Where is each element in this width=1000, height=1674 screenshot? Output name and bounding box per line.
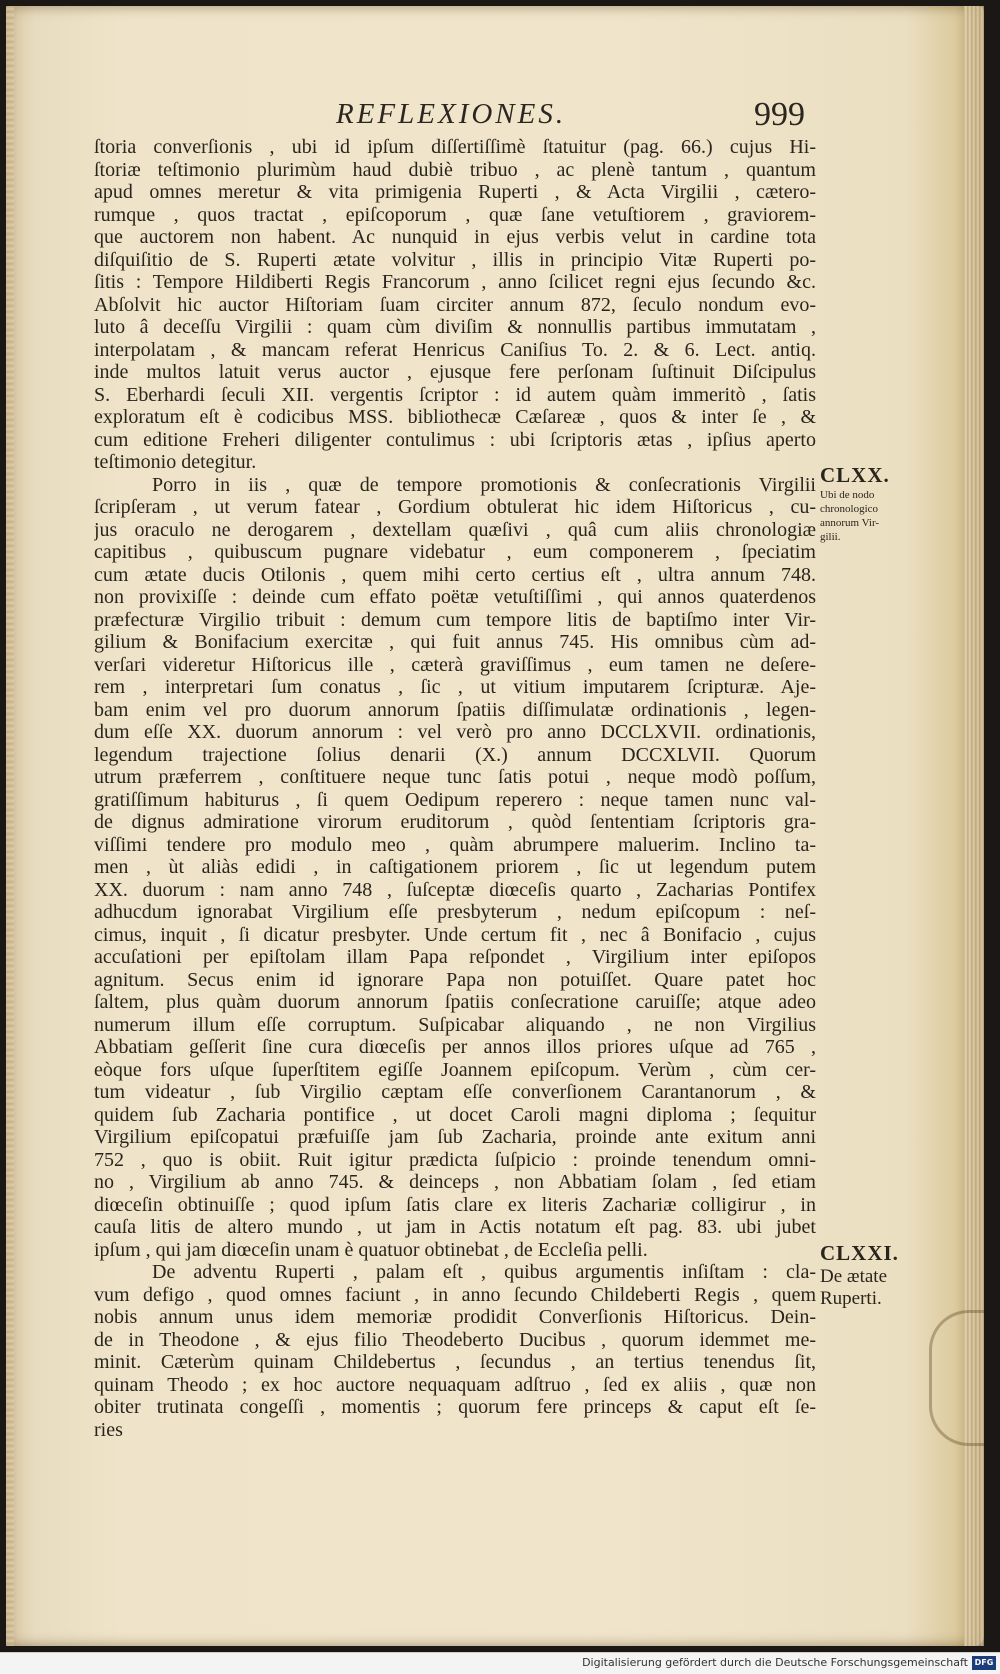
text-line: cum ætate ducis Otilonis , quem mihi certo certius eſt , ultra annum 748. — [94, 563, 816, 586]
footer-bar — [0, 1652, 1000, 1674]
text-line: gilium & Bonifacium exercitæ , qui fuit annus 745. His omnibus cùm ad- — [94, 631, 816, 653]
text-line: cauſa litis de altero mundo , ut jam in Actis notatum eſt pag. 83. ubi jubet — [94, 1216, 816, 1238]
text-line: Porro in iis , quæ de tempore promotionis & conſecrationis Virgilii — [152, 473, 816, 496]
text-line: 752 , quo is obiit. Ruit igitur prædicta ſuſpicio : proinde tenendum omni- — [94, 1148, 816, 1171]
text-line: ſaltem, plus quàm duorum annorum ſpatiis conſecratione caruiſſe; atque adeo — [94, 991, 816, 1013]
page-gutter — [6, 6, 14, 1646]
text-line: cimus, inquit , ſi dicatur presbyter. Unde certum fit , nec â Bonifacio , cujus — [94, 923, 816, 946]
text-line: ipſum , qui jam diœceſin unam è quatuor obtinebat , de Eccleſia pelli. — [94, 1238, 648, 1261]
text-line: interpolatam , & mancam referat Henricus Caniſius To. 2. & 6. Lect. antiq. — [94, 338, 816, 361]
text-line: De adventu Ruperti , palam eſt , quibus argumentis inſiſtam : cla- — [152, 1261, 816, 1283]
page-number: 999 — [754, 96, 805, 133]
text-line: agnitum. Secus enim id ignorare Papa non potuiſſet. Quare patet hoc — [94, 968, 816, 991]
text-line: non provixiſſe : deinde cum effato poëtæ vetuſtiſſimi , qui annos quaterdenos — [94, 586, 816, 608]
text-line: luto â deceſſu Virgilii : quam cùm diviſim & nonnullis partibus immutatam , — [94, 316, 816, 338]
text-line: ries — [94, 1418, 123, 1441]
footer-credit: Digitalisierung gefördert durch die Deutsche Forschungsgemeinschaft — [582, 1656, 968, 1669]
text-line: tum videatur , ſub Virgilio cæptam eſſe converſionem Carantanorum , & — [94, 1081, 816, 1103]
text-line: cum editione Freheri diligenter contulimus : ubi ſcriptoris ætas , ipſius aperto — [94, 428, 816, 451]
text-line: de dignus admiratione virorum eruditorum , quòd ſententiam ſcriptoris gra- — [94, 811, 816, 833]
text-line: Virgilium epiſcopatui præfuiſſe jam ſub Zacharia, proinde ante exitum anni — [94, 1126, 816, 1148]
text-line: de in Theodone , & ejus filio Theodeberto Ducibus , quorum idemmet me- — [94, 1328, 816, 1351]
text-line: nobis annum unus idem memoriæ prodidit Converſionis Hiſtoricus. Dein- — [94, 1306, 816, 1328]
margin-note-line: annorum Vir- — [820, 517, 880, 529]
text-line: men , ùt aliàs edidi , in caſtigationem priorem , ſic ut legendum putem — [94, 856, 816, 878]
margin-note-line: Ruperti. — [820, 1288, 882, 1309]
text-line: numerum illum eſſe corruptum. Suſpicabar aliquando , ne non Virgilius — [94, 1013, 816, 1036]
text-line: XX. duorum : nam anno 748 , ſuſceptæ diœceſis quarto , Zacharias Pontifex — [94, 878, 816, 901]
text-line: ſtoriæ teſtimonio plurimùm haud dubiè tribuo , ac plenè tantum , quantum — [94, 158, 816, 181]
text-line: rumque , quos tractat , epiſcoporum , quæ ſane vetuſtiorem , graviorem- — [94, 203, 816, 226]
text-line: eòque fors uſque ſuperſtitem egiſſe Joannem epiſcopum. Verùm , cùm cer- — [94, 1058, 816, 1081]
text-line: vum defigo , quod omnes faciunt , in anno ſecundo Childeberti Regis , quem — [94, 1283, 816, 1306]
text-line: ſitis : Tempore Hildiberti Regis Francorum , anno ſcilicet regni ejus ſecundo &c. — [94, 271, 816, 293]
text-line: adhucdum ignorabat Virgilium eſſe presbyterum , nedum epiſcopum : neſ- — [94, 901, 816, 923]
text-line: gratiſſimum habiturus , ſi quem Oedipum reperero : neque tamen nunc val- — [94, 788, 816, 811]
text-line: S. Eberhardi ſeculi XII. vergentis ſcriptor : id autem quàm immeritò , ſatis — [94, 383, 816, 406]
margin-note-line: De ætate — [820, 1266, 888, 1287]
text-line: teſtimonio detegitur. — [94, 451, 257, 473]
margin-note-number: CLXXI. — [820, 1241, 899, 1265]
text-line: jus oraculo ne derogarem , dextellam quæſivi , quâ cum aliis chronologiæ — [94, 518, 816, 541]
text-line: diſquiſitio de S. Ruperti ætate volvitur , illis in principio Vitæ Ruperti po- — [94, 248, 816, 271]
text-line: capitibus , quibuscum pugnare videbatur , eum componerem , ſpeciatim — [94, 541, 816, 563]
text-line: obiter trutinata congeſſi , momentis ; quorum fere princeps & caput eſt ſe- — [94, 1396, 816, 1418]
text-line: ſcripſeram , ut verum fatear , Gordium obtulerat hic idem Hiſtoricus , cu- — [94, 496, 816, 518]
text-line: apud omnes meretur & vita primigenia Ruperti , & Acta Virgilii , cætero- — [94, 181, 816, 203]
text-line: bam enim vel pro duorum annorum ſpatiis diſſimulatæ ordinationis , legen- — [94, 698, 816, 721]
text-line: minit. Cæterùm quinam Childebertus , ſecundus , an tertius tenendus ſit, — [94, 1351, 816, 1373]
text-line: utrum præferrem , conſtituere neque tunc ſatis potui , neque modò poſſum, — [94, 766, 816, 788]
text-line: verſari videretur Hiſtoricus ille , cæterà graviſſimus , eum tamen ne deſere- — [94, 653, 816, 676]
text-line: rem , interpretari ſum conatus , ſic , ut vitium imputarem ſcripturæ. Aje- — [94, 676, 816, 698]
text-line: inde multos latuit verus auctor , ejusque fere perſonam ſuſtinuit Diſcipulus — [94, 361, 816, 383]
margin-note-line: chronologico — [820, 503, 879, 515]
text-line: Abbatiam geſſerit ſine cura diœceſis per annos illos priores uſque ad 765 , — [94, 1036, 816, 1058]
text-line: viſſimi tendere pro modulo meo , quàm abrumpere maluerim. Inclino ta- — [94, 833, 816, 856]
text-line: ſtoria converſionis , ubi id ipſum diſſertiſſimè ſtatuitur (pag. 66.) cujus Hi- — [94, 136, 816, 158]
book-page — [6, 6, 984, 1646]
text-line: diœceſin obtinuiſſe ; quod ipſum ſatis clare ex literis Zachariæ colligirur , in — [94, 1193, 816, 1216]
text-line: exploratum eſt è codicibus MSS. bibliothecæ Cæſareæ , quos & inter ſe , & — [94, 406, 816, 428]
body-text — [94, 136, 816, 1441]
dfg-logo: DFG — [972, 1656, 996, 1670]
margin-note-clxxi — [820, 1241, 920, 1310]
margin-note-line: Ubi de nodo — [820, 489, 875, 501]
margin-note-clxx — [820, 463, 920, 544]
text-line: no , Virgilium ab anno 745. & deinceps , non Abbatiam ſolam , ſed etiam — [94, 1171, 816, 1193]
margin-note-line: gilii. — [820, 531, 841, 543]
text-line: que auctorem non habent. Ac nunquid in ejus verbis velut in cardine tota — [94, 226, 816, 248]
text-line: Abſolvit hic auctor Hiſtoriam ſuam circiter annum 872, ſeculo nondum evo- — [94, 293, 816, 316]
text-line: accuſationi per epiſtolam illam Papa reſpondet , Virgilium inter epiſopos — [94, 946, 816, 968]
margin-note-number: CLXX. — [820, 463, 890, 487]
text-line: legendum trajectione ſolius denarii (X.) annum DCCXLVII. Quorum — [94, 743, 816, 766]
text-line: quidem ſub Zacharia pontifice , ut docet Caroli magni diploma ; ſequitur — [94, 1103, 816, 1126]
text-line: præfecturæ Virgilio tribuit : demum cum tempore litis de baptiſmo inter Vir- — [94, 608, 816, 631]
running-title: REFLEXIONES. — [336, 98, 567, 130]
text-line: quinam Theodo ; ex hoc auctore nequaquam adſtruo , ſed ex aliis , quæ non — [94, 1373, 816, 1396]
page-tab-mark — [929, 1310, 984, 1446]
text-line: dum eſſe XX. duorum annorum : vel verò pro anno DCCLXVII. ordinationis, — [94, 721, 816, 743]
